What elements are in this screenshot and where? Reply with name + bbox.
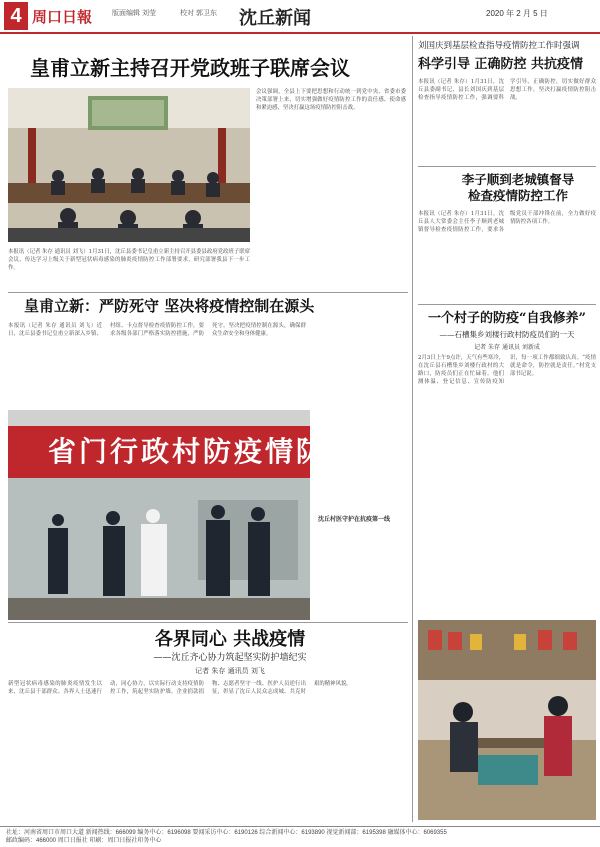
page-number: 4 [4,2,28,30]
newspaper-logo: 周口日報 [32,8,93,26]
article5-title-line1: 李子顺到老城镇督导 [461,172,575,187]
article6-body: 2月3日上午9点许，天气有些寒冷，在沈丘县石槽集乡刘楼行政村的大路口，防疫员们正在忙碌着。他们测体温、登记信息、宣传防疫知识，每一项工作都细致认真。“疫情就是命令，防控就是责任。”村党支部书记说。 [418,355,596,385]
meeting-photo [8,88,250,242]
article3-title: 各界同心 共战疫情 [154,629,306,650]
article3-subtitle: ——沈丘齐心协力筑起坚实防护墙纪实 [153,653,307,663]
article1-body: 本报讯（记者 朱存 通讯员 刘飞）1月31日，沈丘县委书记皇甫立新主持召开县委县政府党政班子联席会议，传达学习上级关于新型冠状病毒感染的肺炎疫情防控工作部署要求，研究部署我县下一步工作。 [8,249,250,271]
article3-byline: 记者 朱存 通讯员 刘飞 [195,667,265,675]
article4-intro: 刘国庆到基层检查指导疫情防控工作时强调 [418,41,580,51]
article6-byline: 记者 朱存 通讯员 刘新成 [474,344,540,351]
edition-title: 沈丘新闻 [239,8,311,29]
footer-line1: 社址：河南省周口市周口大道 新闻热线：666099 编务中心：6196098 要闻采访中心：6190126 综合新闻中心：6193890 视觉新闻部：6195398 融媒体中心：6069355 [6,830,447,836]
article1-title: 皇甫立新主持召开党政班子联席会议 [30,56,350,80]
article6-title: 一个村子的防疫“自我修养” [428,311,586,326]
article2-body: 本报讯（记者 朱存 通讯员 刘飞）近日，沈丘县委书记皇甫立新深入乡镇、村组、卡点督导检查疫情防控工作，要求各级各部门严格落实防控措施，严防死守，坚决把疫情控制在源头，确保群众生命安全和身体健康。 [8,323,306,337]
footer-line2: 邮政编码：466000 周口日报社 印刷：周口日报社印务中心 [6,838,162,844]
editor-credit: 版面编辑 刘莹 [112,10,156,17]
article6-subtitle: ——石槽集乡刘楼行政村防疫员们的一天 [439,330,575,339]
article5-body: 本报讯（记者 朱存）1月31日，沈丘县人大常委会主任李子顺到老城镇督导检查疫情防控工作，要求各级党员干部冲锋在前，全力做好疫情防控各项工作。 [418,211,596,233]
article4-title: 科学引导 正确防控 共抗疫情 [418,57,584,72]
proofreader-credit: 校对 郭卫东 [180,10,217,17]
shop-photo [418,620,596,820]
photo-caption-title: 沈丘村医守护在抗疫第一线 [318,516,391,523]
article3-body: 新型冠状病毒感染的肺炎疫情发生以来，沈丘县干部群众、各界人士迅速行动，同心协力，以实际行动支持疫情防控工作，筑起坚实防护墙。企业捐款捐物、志愿者坚守一线、医护人员逆行出征，彰显了沈丘人民众志成城、共克时艰的精神风貌。 [8,681,352,695]
article2-title: 皇甫立新：严防死守 坚决将疫情控制在源头 [24,297,315,315]
article4-body: 本报讯（记者 朱存）1月31日，沈丘县委副书记、县长刘国庆到基层检查指导疫情防控工作，强调要科学引导、正确防控，切实做好群众思想工作，坚决打赢疫情防控阻击战。 [418,79,596,101]
banner-text: 省门行政村防疫情防控 [48,435,359,468]
article5-title-line2: 检查疫情防控工作 [467,188,568,203]
footer [0,826,600,846]
article1-body-right: 会议强调，全县上下要把思想和行动统一到党中央、省委市委决策部署上来，切实增强做好疫情防控工作的责任感、使命感和紧迫感，坚决打赢这场疫情防控阻击战。 [256,89,406,111]
issue-date: 2020 年 2 月 5 日 [486,9,548,18]
